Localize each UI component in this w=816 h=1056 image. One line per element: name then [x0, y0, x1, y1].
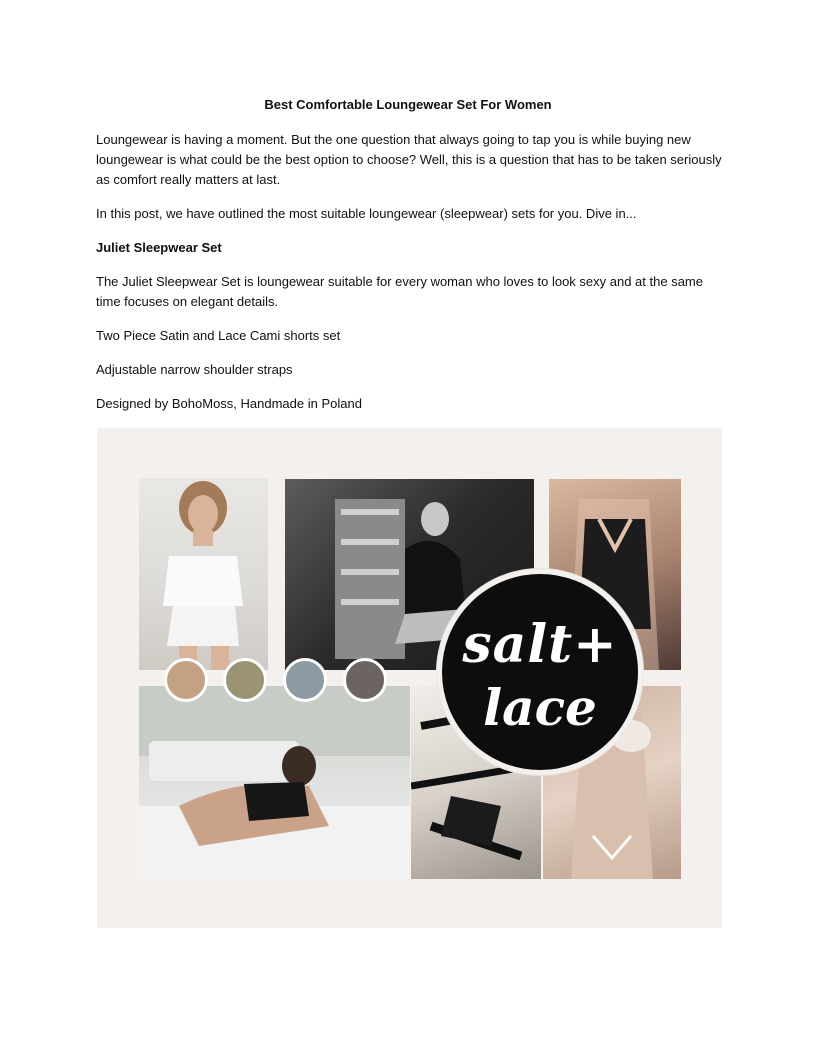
outline-paragraph: In this post, we have outlined the most suitable loungewear (sleepwear) sets for you. Dive in...: [96, 206, 637, 221]
feature-item: Two Piece Satin and Lace Cami shorts set: [96, 328, 341, 343]
color-swatch: [283, 658, 327, 702]
section-heading: Juliet Sleepwear Set: [96, 240, 222, 255]
photo-white-satin-set: [139, 478, 268, 670]
section-body: The Juliet Sleepwear Set is loungewear suitable for every woman who loves to look sexy and at the same time focuses on elegant details.: [96, 274, 703, 309]
feature-item: Designed by BohoMoss, Handmade in Poland: [96, 396, 362, 411]
intro-paragraph: Loungewear is having a moment. But the one question that always going to tap you is while buying new loungewear is what could be the best option to choose? Well, this is a question that has to be taken seriously as comfort really matters at last.: [96, 132, 722, 187]
color-swatch: [164, 658, 208, 702]
logo-line-1: salt+: [462, 614, 618, 675]
color-swatch: [223, 658, 267, 702]
page-title: Best Comfortable Loungewear Set For Women: [264, 97, 552, 112]
salt-lace-logo: [437, 569, 643, 775]
photo-bed-lace-set: [139, 686, 410, 879]
feature-item: Adjustable narrow shoulder straps: [96, 362, 293, 377]
logo-line-2: lace: [483, 678, 597, 737]
moodboard-image: [97, 428, 722, 928]
color-swatch: [343, 658, 387, 702]
